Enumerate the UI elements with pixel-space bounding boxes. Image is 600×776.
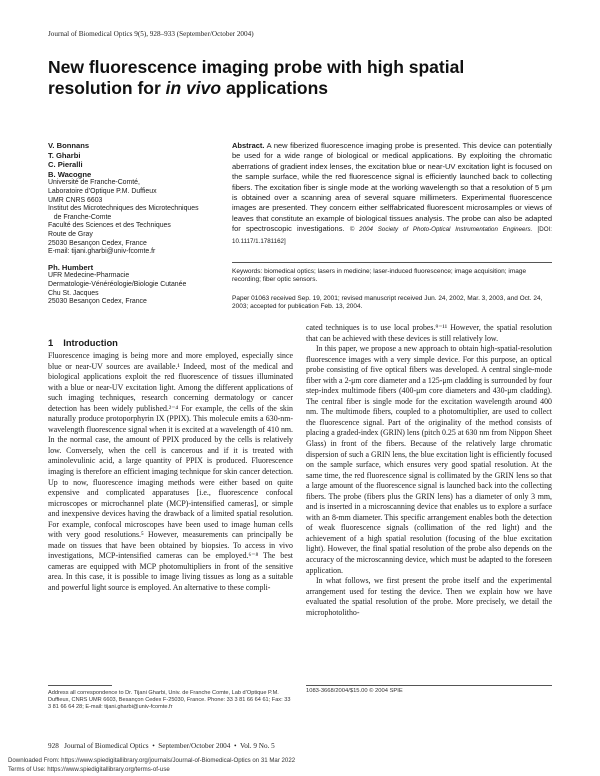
right-column xyxy=(306,323,552,618)
paragraph: In what follows, we first present the probe itself and the experimental arrangement used for testing the device. Then we explain how we have evaluated the spatial resolution of the probe. More precisely, we detail the microphotolitho- xyxy=(306,576,552,617)
author-name: B. Wacogne xyxy=(48,169,92,179)
abstract-copyright: © 2004 Society of Photo-Optical Instrumentation Engineers. xyxy=(349,226,533,234)
affiliation-line: UMR CNRS 6603 xyxy=(48,196,103,204)
section-number: 1 xyxy=(48,337,54,348)
abstract-text: A new fiberized fluorescence imaging probe is presented. This device can potentially be used for a wide range of biological or medical applications. By exploiting the chromatic aberrations of gradient index lenses, the excitation blue or near-UV excitation light is focused on the sample surface, while the red fluorescence signal is efficiently launched back to collecting fibers. The excitation fiber is single mode at the working wavelength so that a resolution of 5 μm is obtained over a scanning area of several square millimeters. Experimental fluorescence images are presented. They concern either selffabricated fluorescent microsamples or views of leaves that constitute an example of biological tissues analysis. The probe can also be adapted for spectroscopic investigations. xyxy=(232,141,552,234)
correspondence-footnote: Address all correspondence to Dr. Tijani Gharbi, Univ. de Franche Comte, Lab d’Optique P.M. Duffieux, CNRS UMR 6603, Besançon Cedex F-25030, France. Phone: 33 3 81 66 64 61; Fax: 33 3 81 66 64 28; E-mail: tijani.gharbi@univ-fcomte.fr xyxy=(48,690,291,710)
title-part-2: applications xyxy=(221,78,329,98)
affiliation-line: UFR Medecine-Pharmacie xyxy=(48,272,130,280)
affiliation-line: Université de Franche-Comté, xyxy=(48,179,140,187)
affiliation-line: de Franche-Comte xyxy=(48,213,112,221)
affiliation-line: Institut des Microtechniques des Microtechniques xyxy=(48,205,199,213)
title-italic: in vivo xyxy=(165,78,222,98)
paper-title xyxy=(48,57,548,99)
author-name: Ph. Humbert xyxy=(48,262,94,272)
section-title: Introduction xyxy=(63,337,118,348)
affiliation-line: Route de Gray xyxy=(48,230,93,238)
received-dates: Paper 01063 received Sep. 19, 2001; revised manuscript received Jun. 24, 2002, Mar. 3, 2003, and Oct. 24, 2003; accepted for publication Feb. 13, 2004. xyxy=(232,295,543,311)
abstract-doi: [DOI: 10.1117/1.1781162] xyxy=(232,226,552,245)
affiliation-line: 25030 Besançon Cedex, France xyxy=(48,239,147,247)
paragraph: cated techniques is to use local probes.⁹⁻¹¹ However, the spatial resolution that can be achieved with these devices is still relatively low. xyxy=(306,323,552,343)
title-part-1: New fluorescence imaging probe with high spatial resolution for xyxy=(48,57,465,98)
abstract-divider xyxy=(232,262,552,263)
page-footer: 928 Journal of Biomedical Optics • September/October 2004 • Vol. 9 No. 5 xyxy=(48,742,275,750)
issn-divider xyxy=(306,685,552,686)
paragraph: In this paper, we propose a new approach to obtain high-spatial-resolution fluorescence images with a very simple device. For this purpose, an optical probe consisting of five optical fibers was developed. A central single-mode fiber with a 2-μm core diameter and a 125-μm cladding is surrounded by four step-index multimode fibers (400-μm core diameters and 430-μm cladding). The central fiber is single mode for the excitation wavelength around 400 nm. The multimode fibers, coupled to a photomultiplier, are used to collect the fluorescence signal. Part of the originality of the method consists of placing a graded-index (GRIN) lens (pitch 0.25 at 630 nm from Nippon Sheet Glass) in front of the fibers. Because of the relatively large chromatic dispersion of such a GRIN lens, the blue excitation light is efficiently focused on the sample surface, which ensures very good spatial resolution. At the same time, the red fluorescence signal is collimated by the GRIN lens so that a large amount of the fluorescence signal is launched back into the collecting fibers. The probe (fibers plus the GRIN lens) has a diameter of only 3 mm, and is inserted in a microscanning device that enables us to explore a surface with an 8-mm diameter. This specific arrangement enables both the detection of weak fluorescence signals (collimation of the red light) and the achievement of a high spatial resolution (focusing of the blue excitation light). However, the final spatial resolution of the probe also depends on the accuracy of the microscanning device, which must be adapted to the foreseen application. xyxy=(306,344,552,575)
author-name: T. Gharbi xyxy=(48,150,81,160)
footnote-divider xyxy=(48,685,112,686)
left-column xyxy=(48,351,293,594)
affiliation-line: Chu St. Jacques xyxy=(48,289,99,297)
journal-header: Journal of Biomedical Optics 9(5), 928–933 (September/October 2004) xyxy=(48,30,254,38)
download-notice: Downloaded From: https://www.spiedigitallibrary.org/journals/Journal-of-Biomedical-Optics on 31 Mar 2022 xyxy=(8,757,296,764)
issn-line: 1083-3668/2004/$15.00 © 2004 SPIE xyxy=(306,688,403,694)
abstract xyxy=(232,141,552,247)
affiliation-line: Faculté des Sciences et des Techniques xyxy=(48,222,171,230)
author-email: E-mail: tijani.gharbi@univ-fcomte.fr xyxy=(48,248,156,256)
author-name: V. Bonnans xyxy=(48,141,90,150)
paragraph: Fluorescence imaging is being more and more employed, especially since blue or near-UV sources are available.¹ Indeed, most of the medical and biological applications exploit the red fluorescence of tissues illuminated with a blue or near-UV excitation light. Among the different applications of such imaging techniques, research concerning dermatology or cancer detection has been widely published.²⁻⁴ For example, the cells of the skin naturally produce protoporphyrin IX (PPIX). This molecule emits a 630-nm-wavelength fluorescence signal when it is excited at a wavelength of 410 nm. In the normal case, the amount of PPIX produced by the cells is relatively low. Conversely, when the cell is cancerous and if it is treated with aminolevulinic acid, a large quantity of PPIX is produced. Fluorescence imaging is therefore an efficient imaging technique for skin cancer detection. Up to now, fluorescence imaging methods were either based on quite expensive and complicated apparatuses [i.e., fluorescence confocal microscopes or microchannel plate (MCP)-intensified cameras], or simple and inexpensive devices having the drawback of a limited spatial resolution. For example, confocal microscopes have been used to image human cells with very good resolutions.⁵ However, measurements can principally be made on tissues that have been obtained by biopsies. To access in vivo investigations, MCP-intensified cameras can be employed.⁶⁻⁸ The best cameras are equipped with MCP photomultipliers in front of the sensitive area. In this case, it is possible to image living tissues as long as a suitable and powerful light source is employed. An alternative to these compli- xyxy=(48,351,293,593)
keywords: Keywords: biomedical optics; lasers in medicine; laser-induced fluorescence; image acquisition; image recording; fiber optic sensors. xyxy=(232,268,527,284)
author-block xyxy=(48,141,218,307)
author-name: C. Pieralli xyxy=(48,160,83,170)
terms-of-use-link[interactable]: Terms of Use: https://www.spiedigitallibrary.org/terms-of-use xyxy=(8,766,170,773)
affiliation-line: Dermatologie-Vénéréologie/Biologie Cutanée xyxy=(48,280,187,288)
section-heading xyxy=(48,337,118,348)
abstract-label: Abstract. xyxy=(232,141,265,150)
affiliation-line: 25030 Besançon Cedex, France xyxy=(48,298,147,306)
affiliation-line: Laboratoire d’Optique P.M. Duffieux xyxy=(48,187,157,195)
